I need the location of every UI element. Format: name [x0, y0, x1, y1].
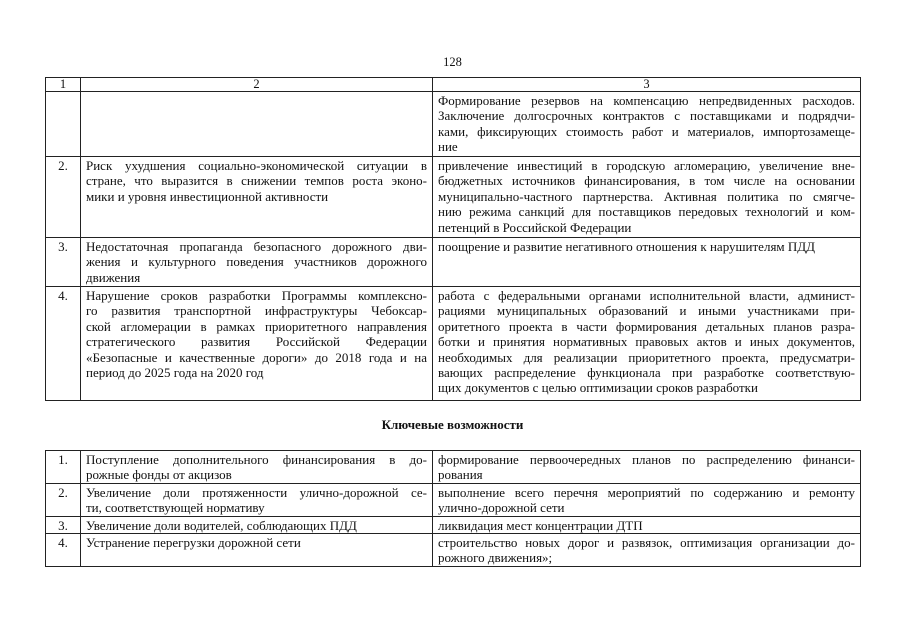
- cell-text-line: муниципально-частного партнерства. Активная политика по смягче-: [438, 188, 855, 204]
- header-cell-2: 2: [81, 78, 433, 92]
- table-row: [46, 483, 861, 516]
- cell-text-line: щих документов с целью оптимизации сроков разработки: [438, 380, 758, 396]
- header-cell-3: 3: [433, 78, 861, 92]
- cell-text-line: жения и культурного поведения участников дорожного: [86, 254, 427, 270]
- description-cell: [81, 238, 433, 287]
- cell-text-line: Увеличение доли водителей, соблюдающих ПДД: [86, 517, 357, 533]
- cell-text-line: нию режима санкций для поставщиков передовых технологий и ком-: [438, 204, 855, 220]
- cell-text-line: Нарушение сроков разработки Программы комплексно-: [86, 288, 427, 303]
- cell-text-line: выполнение всего перечня мероприятий по содержанию и ремонту: [438, 484, 855, 500]
- table-row: [46, 451, 861, 484]
- row-number-cell: 1.: [46, 451, 81, 484]
- cell-text-line: петенций в Российской Федерации: [438, 219, 632, 235]
- measures-cell: [433, 516, 861, 533]
- cell-text-line: рования: [438, 467, 483, 483]
- description-cell: [81, 157, 433, 238]
- cell-text-line: ской агломерации в рамках приоритетного направления: [86, 318, 427, 334]
- cell-text-line: вающих распределение функционала при разработке соответствую-: [438, 365, 855, 381]
- cell-text-line: необходимых для реализации приоритетного проекта, предусматри-: [438, 349, 855, 365]
- cell-text-line: Увеличение доли протяженности улично-дорожной се-: [86, 484, 427, 500]
- cell-text-line: Риск ухудшения социально-экономической ситуации в: [86, 158, 427, 173]
- table-row: [46, 516, 861, 533]
- cell-text-line: Заключение долгосрочных контрактов с поставщиками и подрядчи-: [438, 108, 855, 124]
- cell-text-line: Поступление дополнительного финансирования в до-: [86, 452, 427, 467]
- measures-cell: [433, 451, 861, 484]
- cell-text-line: Формирование резервов на компенсацию непредвиденных расходов.: [438, 93, 855, 108]
- cell-text-line: Недостаточная пропаганда безопасного дорожного дви-: [86, 239, 427, 254]
- measures-cell: [433, 157, 861, 238]
- cell-text-line: оритетного проекта в части формирования детальных планов разра-: [438, 318, 855, 334]
- cell-text-line: работа с федеральными органами исполнительной власти, админист-: [438, 288, 855, 303]
- measures-cell: [433, 238, 861, 287]
- cell-text-line: движения: [86, 269, 141, 285]
- cell-text-line: мики и уровня инвестиционной активности: [86, 188, 329, 204]
- cell-text-line: поощрение и развитие негативного отношения к нарушителям ПДД: [438, 239, 816, 254]
- cell-text-line: го развития транспортной инфраструктуры Чебоксар-: [86, 303, 427, 319]
- measures-cell: [433, 483, 861, 516]
- cell-text-line: ликвидация мест концентрации ДТП: [438, 517, 643, 533]
- table-row: [46, 92, 861, 157]
- cell-text-line: ние: [438, 139, 458, 155]
- cell-text-line: ками, фиксирующих стоимость работ и материалов, импортозамеще-: [438, 123, 855, 139]
- cell-text-line: ти, соответствующей нормативу: [86, 500, 265, 516]
- cell-text-line: строительство новых дорог и развязок, оптимизация организации до-: [438, 535, 855, 551]
- cell-text-line: стратегического развития Российской Федерации: [86, 334, 427, 350]
- description-cell: [81, 92, 433, 157]
- cell-text-line: стране, что выразится в снижении темпов роста эконо-: [86, 173, 427, 189]
- row-number-cell: 4.: [46, 534, 81, 567]
- row-number-cell: 4.: [46, 287, 81, 401]
- cell-text-line: рожного движения»;: [438, 550, 553, 566]
- row-number-cell: 3.: [46, 516, 81, 533]
- description-cell: [81, 483, 433, 516]
- opportunities-table: [45, 450, 861, 567]
- cell-text-line: бюджетных источников финансирования, в том числе на основании: [438, 173, 855, 189]
- cell-text-line: улично-дорожной сети: [438, 500, 565, 516]
- cell-text-line: рациями муниципальных образований и иными участниками при-: [438, 303, 855, 319]
- row-number-cell: 2.: [46, 483, 81, 516]
- table-header-row: [46, 78, 861, 92]
- row-number-cell: 3.: [46, 238, 81, 287]
- cell-text-line: «Безопасные и качественные дороги» до 2018 года и на: [86, 349, 427, 365]
- measures-cell: [433, 92, 861, 157]
- cell-text-line: период до 2025 года на 2020 год: [86, 365, 264, 381]
- measures-cell: [433, 287, 861, 401]
- table-row: [46, 534, 861, 567]
- risks-table: [45, 77, 861, 401]
- header-cell-1: 1: [46, 78, 81, 92]
- table-row: [46, 287, 861, 401]
- description-cell: [81, 516, 433, 533]
- table-row: [46, 157, 861, 238]
- cell-text-line: формирование первоочередных планов по распределению финанси-: [438, 452, 855, 467]
- row-number-cell: 2.: [46, 157, 81, 238]
- description-cell: [81, 451, 433, 484]
- cell-text-line: привлечение инвестиций в городскую агломерацию, увеличение вне-: [438, 158, 855, 173]
- cell-text-line: рожные фонды от акцизов: [86, 467, 232, 483]
- page-number: 128: [443, 55, 462, 69]
- table-row: [46, 238, 861, 287]
- measures-cell: [433, 534, 861, 567]
- description-cell: [81, 287, 433, 401]
- cell-text-line: Устранение перегрузки дорожной сети: [86, 535, 301, 551]
- cell-text-line: ботки и принятия нормативных правовых актов и иных документов,: [438, 334, 855, 350]
- row-number-cell: [46, 92, 81, 157]
- description-cell: [81, 534, 433, 567]
- section-heading: Ключевые возможности: [381, 417, 524, 432]
